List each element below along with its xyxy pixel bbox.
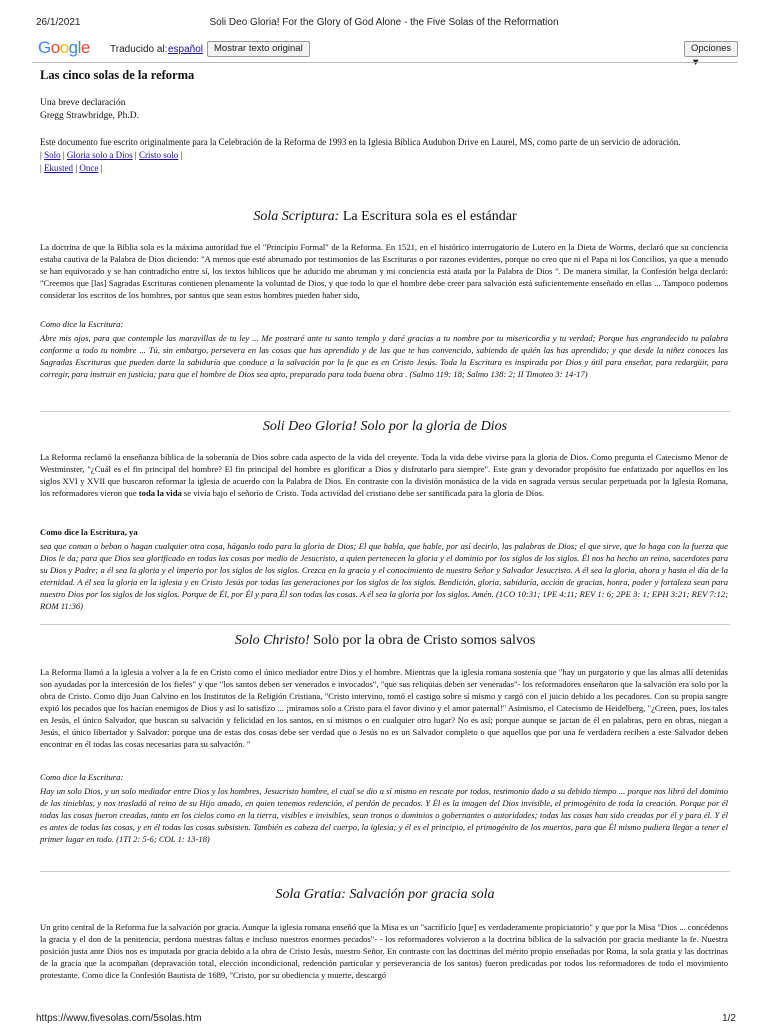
section-title-italic: Solo Christo! <box>234 633 310 648</box>
section-title-italic: Sola Gratia: Salvación por gracia sola <box>275 887 495 902</box>
document-subtitle: Una breve declaración <box>40 98 126 108</box>
section-title-sola-gratia <box>40 887 730 903</box>
section-body-sola-gratia: Un grito central de la Reforma fue la salvación por gracia. Aunque la iglesia romana enseñó que la Misa es un "sacrificio [que] es verdaderamente propiciatorio" y que por la Misa "Dios ... concédenos la gracia y el don de la penitencia, perdona nuestras faltas e incluso nuestros enormes pecados"- - los reformadores volvieron a la doctrina bíblica de la salvación por gracia mediante la fe. Nuestra posición justa ante Dios nos es imputada por gracia debido a la obra de Cristo Jesús, nuestro Señor. En contraste con las doctrinas del mérito propio enseñadas por Roma, la sola gratia y las doctrinas de la gracia que la acompañan (depravación total, elección incondicional, redención particular y perseverancia de los santos) fueron predicadas por todos los reformadores de todo el movimiento protestante. Como dice la Confesión Bautista de 1689, "Cristo, por su obediencia y muerte, descargó <box>40 922 728 980</box>
google-logo-letter: g <box>68 38 78 57</box>
document-author: Gregg Strawbridge, Ph.D. <box>40 111 139 121</box>
intro-block <box>40 97 139 123</box>
origin-note: Este documento fue escrito originalmente para la Celebración de la Reforma de 1993 en la Iglesia Bíblica Audubon Drive en Laurel, MS, como parte de un servicio de adoración. <box>40 137 681 147</box>
section-title-sola-scriptura <box>40 209 730 225</box>
body-emphasis: toda la vida <box>138 488 182 498</box>
google-logo-letter: o <box>59 38 69 57</box>
section-body-soli-deo-gloria <box>40 451 728 499</box>
print-url: https://www.fivesolas.com/5solas.htm <box>36 1013 202 1024</box>
section-title-rest: Solo por la obra de Cristo somos salvos <box>309 633 536 648</box>
show-original-button[interactable]: Mostrar texto original <box>207 41 310 57</box>
section-divider <box>40 411 730 412</box>
options-dropdown[interactable]: Opciones <box>684 41 738 57</box>
translated-to-label: Traducido al: <box>110 44 168 55</box>
google-logo-letter: o <box>50 38 60 57</box>
link-cristo[interactable]: Cristo solo <box>138 150 179 160</box>
document-heading: Las cinco solas de la reforma <box>40 68 195 82</box>
body-text: La Reforma reclamó la enseñanza bíblica de la soberanía de Dios sobre cada aspecto de la vida del creyente. Toda la vida debe vivirse para la gloria de Dios. Como pregunta el Catecismo Menor de Westminster, "¿Cuál es el fin principal del hombre? El fin principal del hombre es glorificar a Dios y disfrutarlo para siempre". Este gran y devorador propósito fue enfatizado por aquellos en los siglos XVI y XVII que buscaron reformar la iglesia de acuerdo con la Palabra de Dios. En contraste con la división monástica de la vida en sagrada versus secular perpetuada por la Iglesia Romana, los reformadores vieron que <box>40 452 728 498</box>
print-page-number: 1/2 <box>722 1013 736 1024</box>
section-links <box>40 149 182 175</box>
section-body-sola-scriptura: La doctrina de que la Biblia sola es la máxima autoridad fue el "Principio Formal" de la Reforma. En 1521, en el histórico interrogatorio de Lutero en la Dieta de Worms, declaró que su conciencia estaba cautiva de la Palabra de Dios diciendo: "A menos que esté abrumado por testimonios de las Escrituras o por razones evidentes, porque no creo que ni el Papa ni los Concilios, ya que a menudo se han equivocado y se han contradicho entre sí, los textos bíblicos que he aducido me abruman y mi conciencia está atada por la Palabra de Dios ". De manera similar, la Confesión belga declaró: "Creemos que [las] Sagradas Escrituras contienen plenamente la voluntad de Dios, y que todo lo que el hombre debe creer para salvación está suficientemente enseñado en ellas ... Tampoco podemos considerar los escritos de los hombres, por santos que sean estos hombres pueden haber sido, <box>40 242 728 300</box>
link-once[interactable]: Once <box>79 163 99 173</box>
body-text: se vivía bajo el señorío de Cristo. Toda actividad del cristiano debe ser santificada para la gloria de Dios. <box>181 488 544 498</box>
quote-label: Como dice la Escritura: <box>40 319 124 329</box>
section-links-row-1: | Solo | Gloria solo a Dios | Cristo solo | <box>40 150 183 160</box>
section-divider <box>40 871 730 872</box>
google-logo-letter: l <box>77 38 81 57</box>
language-link[interactable]: español <box>168 44 204 55</box>
google-logo <box>38 38 90 58</box>
print-header <box>0 0 768 34</box>
scripture-quote: Abre mis ojos, para que contemple las maravillas de tu ley ... Me postraré ante tu santo templo y daré gracias a tu nombre por tu misericordia y tu verdad; Porque has engrandecido tu palabra conforme a todo tu nombre ... Tú, sin embargo, persevera en las cosas que has aprendido y de las que te has convencido, sabiendo de quién las has aprendido; y que desde la niñez conoces las Sagradas Escrituras que pueden darte la sabiduría que conduce a la salvación por la fe que es en Cristo Jesús. Toda la Escritura es inspirada por Dios y útil para enseñar, para redargüir, para corregir, para instruir en justicia; para que el hombre de Dios sea apto, preparado para toda buena obra . (Salmo 119: 18; Salmo 138: 2; II Timoteo 3: 14-17) <box>40 333 728 379</box>
link-ekusted[interactable]: Ekusted <box>44 163 74 173</box>
section-divider <box>40 624 730 625</box>
link-gloria[interactable]: Gloria solo a Dios <box>66 150 133 160</box>
link-solo[interactable]: Solo <box>44 150 61 160</box>
section-title-rest: La Escritura sola es el estándar <box>339 209 517 224</box>
quote-label: Como dice la Escritura, ya <box>40 527 138 537</box>
section-title-italic: Sola Scriptura: <box>253 209 340 224</box>
print-date: 26/1/2021 <box>36 17 81 28</box>
scripture-quote: Hay un solo Dios, y un solo mediador entre Dios y los hombres, Jesucristo hombre, el cual se dio a sí mismo en rescate por todos, testimonio dado a su debido tiempo ... porque nos libró del dominio de las tinieblas, y nos trasladó al reino de su Hijo amado, en quien tenemos redención, el perdón de pecados. Y Él es la imagen del Dios invisible, el primogénito de toda la creación. Porque por él todas las cosas fueron creadas, tanto en los cielos como en la tierra, visibles e invisibles, sean tronos o dominios o gobernantes o autoridades; todas las cosas han sido creadas por él y para él. Y él es antes de todas las cosas, y en él todas las cosas subsisten. También es cabeza del cuerpo, la iglesia; y él es el principio, el primogénito de los muertos, para que Él mismo pudiera llegar a tener el primer lugar en todo. (1TI 2: 5-6; COL 1: 13-18) <box>40 786 728 844</box>
google-logo-letter: G <box>38 38 51 57</box>
google-translate-bar <box>32 38 736 62</box>
divider <box>32 62 738 63</box>
scripture-quote: sea que coman o beban o hagan cualquier otra cosa, háganlo todo para la gloria de Dios; El que habla, que hable, por así decirlo, las palabras de Dios; el que sirve, que lo haga con la fuerza que Dios le da; para que Dios sea glorificado en todas las cosas por medio de Jesucristo, a quien pertenecen la gloria y el dominio por los siglos de los siglos. Él nos ha hecho un reino, sacerdotes para su Dios y Padre; a él sea la gloria y el imperio por los siglos de los siglos. Crezca en la gracia y el conocimiento de nuestro Señor y Salvador Jesucristo. A él sea la gloria, ahora y hasta el día de la eternidad. A él sea la gloria en la iglesia y en Cristo Jesús por todas las generaciones por los siglos de los siglos. Bendición, gloria, sabiduría, acción de gracias, honra, poder y fortaleza sean para nuestro Dios por los siglos de los siglos. Porque de Él, por Él y para Él son todas las cosas. A él sea la gloria por los siglos. Amén. (1CO 10:31; 1PE 4:11; REV 1: 6; 2PE 3: 1; EPH 3:21; REV 7:12; ROM 11:36) <box>40 541 728 611</box>
google-logo-letter: e <box>80 38 90 57</box>
section-title-italic: Soli Deo Gloria! Solo por la gloria de Dios <box>262 419 508 434</box>
section-title-soli-deo-gloria <box>40 419 730 435</box>
print-page-title: Soli Deo Gloria! For the Glory of God Alone - the Five Solas of the Reformation <box>209 17 559 28</box>
section-links-row-2: | Ekusted | Once | <box>40 163 103 173</box>
quote-label: Como dice la Escritura: <box>40 772 124 782</box>
section-title-solo-christo <box>40 633 730 649</box>
section-body-solo-christo: La Reforma llamó a la iglesia a volver a la fe en Cristo como el único mediador entre Dios y el hombre. Mientras que la iglesia romana sostenía que "hay un purgatorio y que las almas allí detenidas son ayudadas por la intercesión de los fieles" y que "los santos deben ser venerados e invocados", "que sus reliquias deben ser veneradas"- los reformadores enseñaron que la salvación era solo por la obra de Cristo. Como dijo Juan Calvino en los Institutos de la Religión Cristiana, "Cristo intervino, tomó el castigo sobre sí mismo y cargó con el juicio debido a los pecadores. Con su propia sangre expió los pecados que los hacían enemigos de Dios y así lo satisfizo ... ¡miramos solo a Cristo para el favor divino y el amor paternal!" Asimismo, el Catecismo de Heidelberg, "¿Creen, pues, los tales en Jesús, el único Salvador, que buscan su salvación y felicidad en los santos, en sí mismos o en cualquier otro lugar? No es así; porque aunque se jactan de él en palabras, pero en obras, niegan a Jesús, el único libertador y Salvador: porque una de estas dos cosas debe ser verdad que o Jesús no es un Salvador completo o que aquellos que por una fe verdadera reciben a este Salvador deben encontrar en él todas las cosas necesarias para su salvación. " <box>40 667 728 749</box>
